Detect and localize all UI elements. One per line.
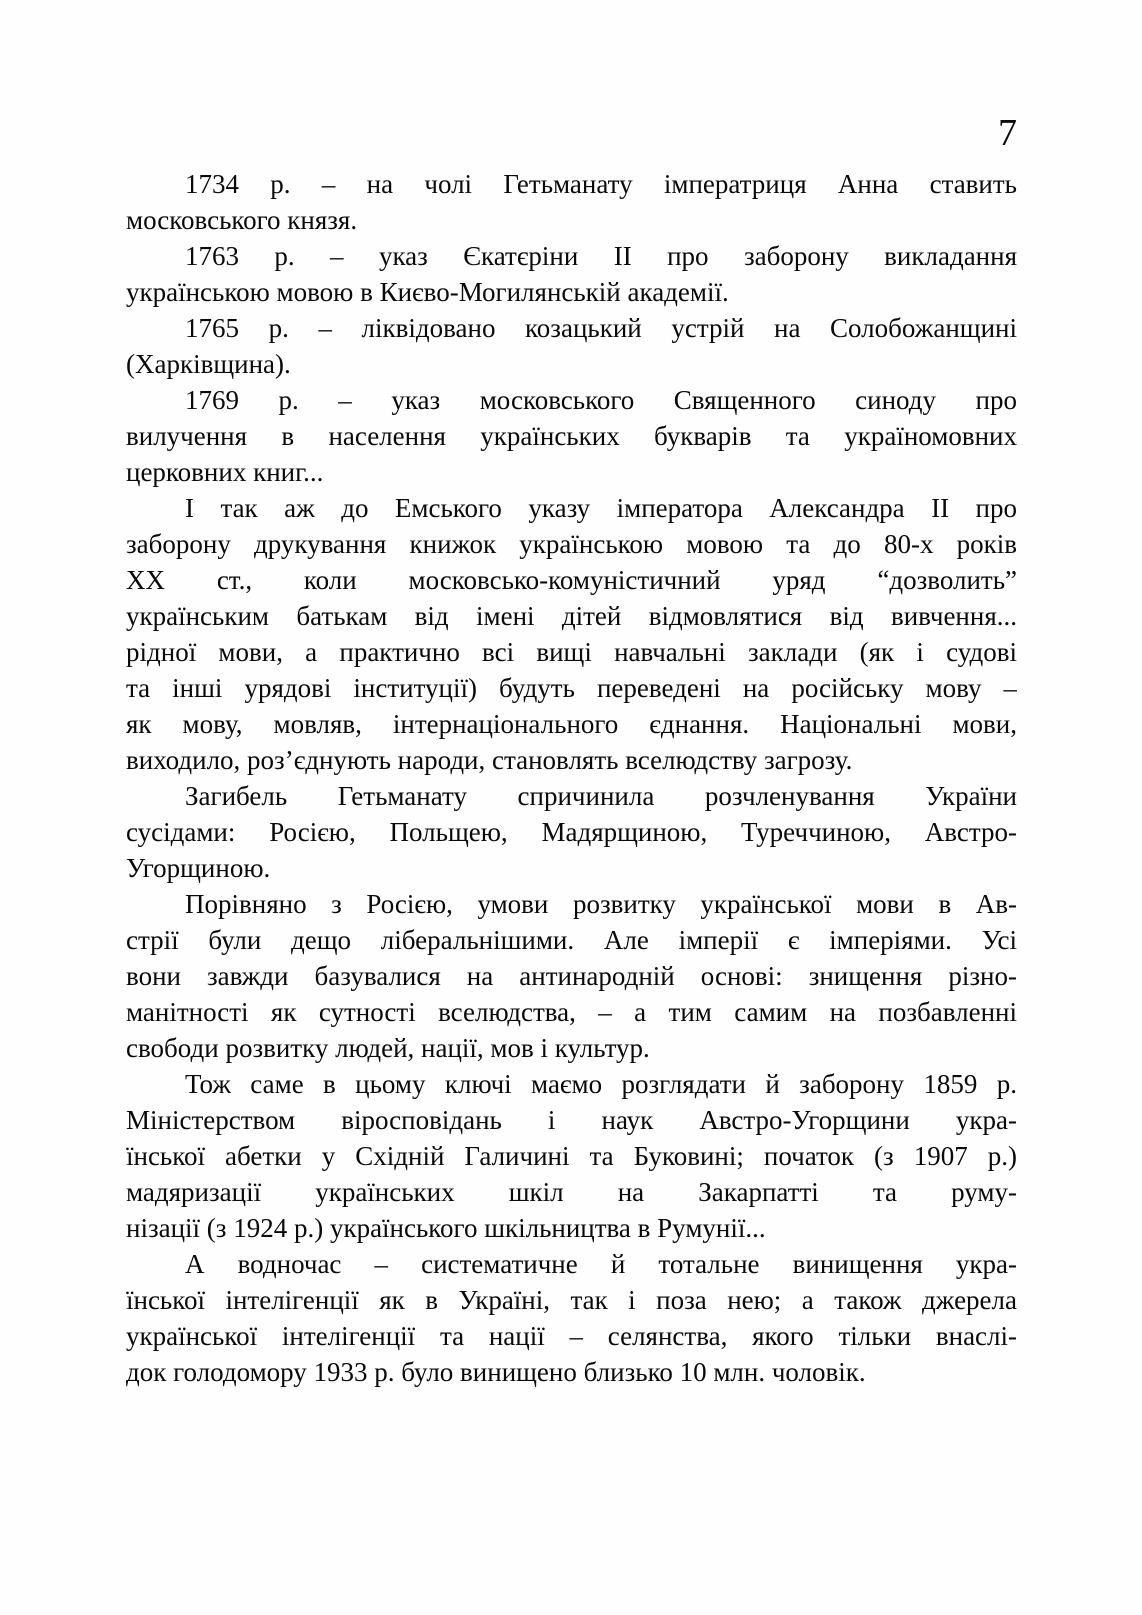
text-line: (Харківщина). [126, 349, 291, 379]
text-line: ХХ ст., коли московсько-комуністичний уряд “дозволить” [126, 565, 1017, 595]
text-line: московського князя. [126, 205, 358, 235]
text-line: свободи розвитку людей, нації, мов і культур. [126, 1033, 650, 1063]
text-line: 1769 р. – указ московського Священного синоду про [185, 385, 1017, 415]
text-line: українською мовою в Києво-Могилянській академії. [126, 277, 729, 307]
text-line: українським батькам від імені дітей відмовлятися від вивчення... [126, 601, 1017, 631]
text-line: нізації (з 1924 р.) українського шкільництва в Румунії... [126, 1213, 766, 1243]
paragraph [126, 886, 1017, 1066]
text-line: сусідами: Росією, Польщею, Мадярщиною, Туреччиною, Австро- [126, 817, 1017, 847]
text-line: Порівняно з Росією, умови розвитку української мови в Ав- [185, 889, 1017, 919]
text-line: А водночас – систематичне й тотальне винищення укра- [185, 1249, 1017, 1279]
text-line: мадяризації українських шкіл на Закарпатті та руму- [126, 1177, 1017, 1207]
text-line: вилучення в населення українських букварів та україномовних [126, 421, 1017, 451]
paragraph [126, 166, 1017, 238]
text-line: вони завжди базувалися на антинародній основі: знищення різно- [126, 961, 1017, 991]
text-line: їнської абетки у Східній Галичині та Буковині; початок (з 1907 р.) [126, 1141, 1017, 1171]
text-line: стрії були дещо ліберальнішими. Але імперії є імперіями. Усі [126, 925, 1017, 955]
text-line: 1763 р. – указ Єкатєріни ІІ про заборону викладання [185, 241, 1017, 271]
body-text [126, 166, 1017, 1390]
text-line: 1734 р. – на чолі Гетьманату імператриця Анна ставить [185, 169, 1017, 199]
paragraph [126, 778, 1017, 886]
text-line: виходило, роз’єднують народи, становлять вселюдству загрозу. [126, 745, 853, 775]
paragraph [126, 310, 1017, 382]
text-line: Угорщиною. [126, 853, 271, 883]
text-line: 1765 р. – ліквідовано козацький устрій на Солобожанщині [185, 313, 1017, 343]
paragraph [126, 238, 1017, 310]
text-line: та інші урядові інституції) будуть переведені на російську мову – [126, 673, 1017, 703]
paragraph [126, 490, 1017, 778]
text-line: І так аж до Емського указу імператора Александра ІІ про [185, 493, 1017, 523]
text-line: заборону друкування книжок українською мовою та до 80-х років [126, 529, 1017, 559]
text-line: рідної мови, а практично всі вищі навчальні заклади (як і судові [126, 637, 1017, 667]
text-line: док голодомору 1933 р. було винищено близько 10 млн. чоловік. [126, 1357, 866, 1387]
text-line: їнської інтелігенції як в Україні, так і поза нею; а також джерела [126, 1285, 1017, 1315]
text-line: манітності як сутності вселюдства, – а тим самим на позбавленні [126, 997, 1017, 1027]
paragraph [126, 382, 1017, 490]
text-line: Міністерством віросповідань і наук Австро-Угорщини укра- [126, 1105, 1017, 1135]
text-line: Загибель Гетьманату спричинила розчленування України [185, 781, 1017, 811]
page-number: 7 [998, 112, 1017, 154]
text-line: української інтелігенції та нації – селянства, якого тільки внаслі- [126, 1321, 1017, 1351]
text-line: церковних книг... [126, 457, 324, 487]
text-line: Тож саме в цьому ключі маємо розглядати й заборону 1859 р. [185, 1069, 1017, 1099]
paragraph [126, 1066, 1017, 1390]
text-line: як мову, мовляв, інтернаціонального єднання. Національні мови, [126, 709, 1017, 739]
